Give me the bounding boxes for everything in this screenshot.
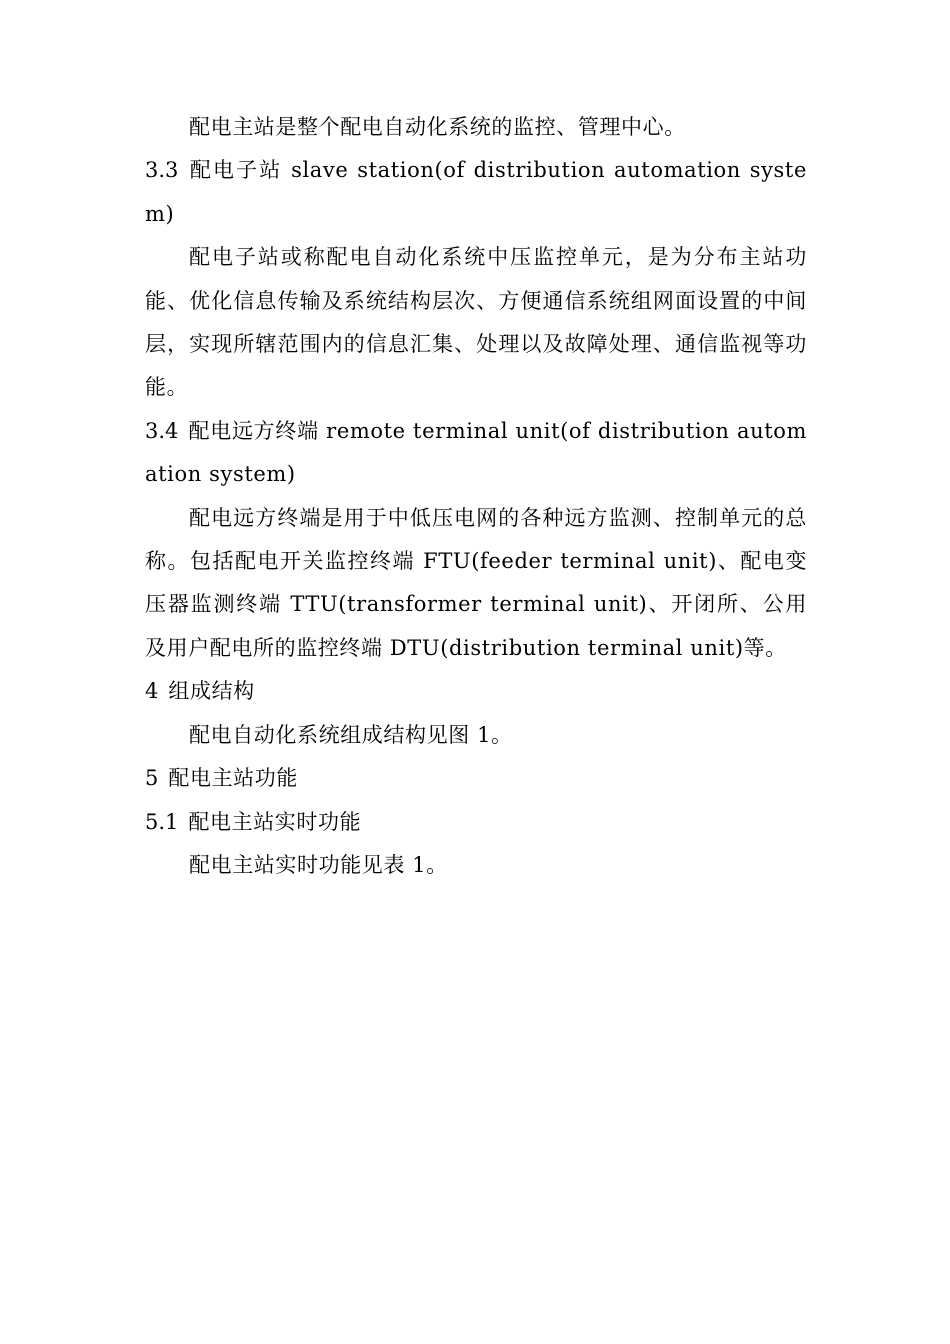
paragraph-realtime-function-reference: 配电主站实时功能见表 1。 <box>189 852 448 877</box>
paragraph-structure-reference: 配电自动化系统组成结构见图 1。 <box>189 722 513 747</box>
heading-5 <box>145 757 807 800</box>
heading-title: 配电子站 slave station(of distribution automation system) <box>145 158 807 226</box>
heading-5-1 <box>145 801 807 844</box>
heading-title: 配电远方终端 remote terminal unit(of distribution automation system) <box>145 418 807 487</box>
heading-number: 3.3 <box>145 158 179 183</box>
paragraph-slave-station-definition: 配电子站或称配电自动化系统中压监控单元，是为分布主站功能、优化信息传输及系统结构层次、方便通信系统组网面设置的中间层，实现所辖范围内的信息汇集、处理以及故障处理、通信监视等功能。 <box>145 245 807 400</box>
paragraph-master-station-definition: 配电主站是整个配电自动化系统的监控、管理中心。 <box>189 115 686 139</box>
heading-number: 5.1 <box>145 809 179 834</box>
heading-title: 组成结构 <box>168 679 255 704</box>
heading-number: 3.4 <box>145 418 179 443</box>
heading-number: 4 <box>145 679 159 704</box>
heading-title: 配电主站功能 <box>168 766 298 791</box>
heading-number: 5 <box>145 766 159 791</box>
heading-3-3 <box>145 149 807 236</box>
heading-3-4 <box>145 410 807 497</box>
heading-4 <box>145 670 807 713</box>
document-body <box>145 106 807 887</box>
paragraph-rtu-definition: 配电远方终端是用于中低压电网的各种远方监测、控制单元的总称。包括配电开关监控终端 FTU(feeder terminal unit)、配电变压器监测终端 TTU(transformer terminal unit)、开闭所、公用及用户配电所的监控终端 DTU(distribution terminal unit)等。 <box>145 505 807 660</box>
heading-title: 配电主站实时功能 <box>188 809 362 834</box>
